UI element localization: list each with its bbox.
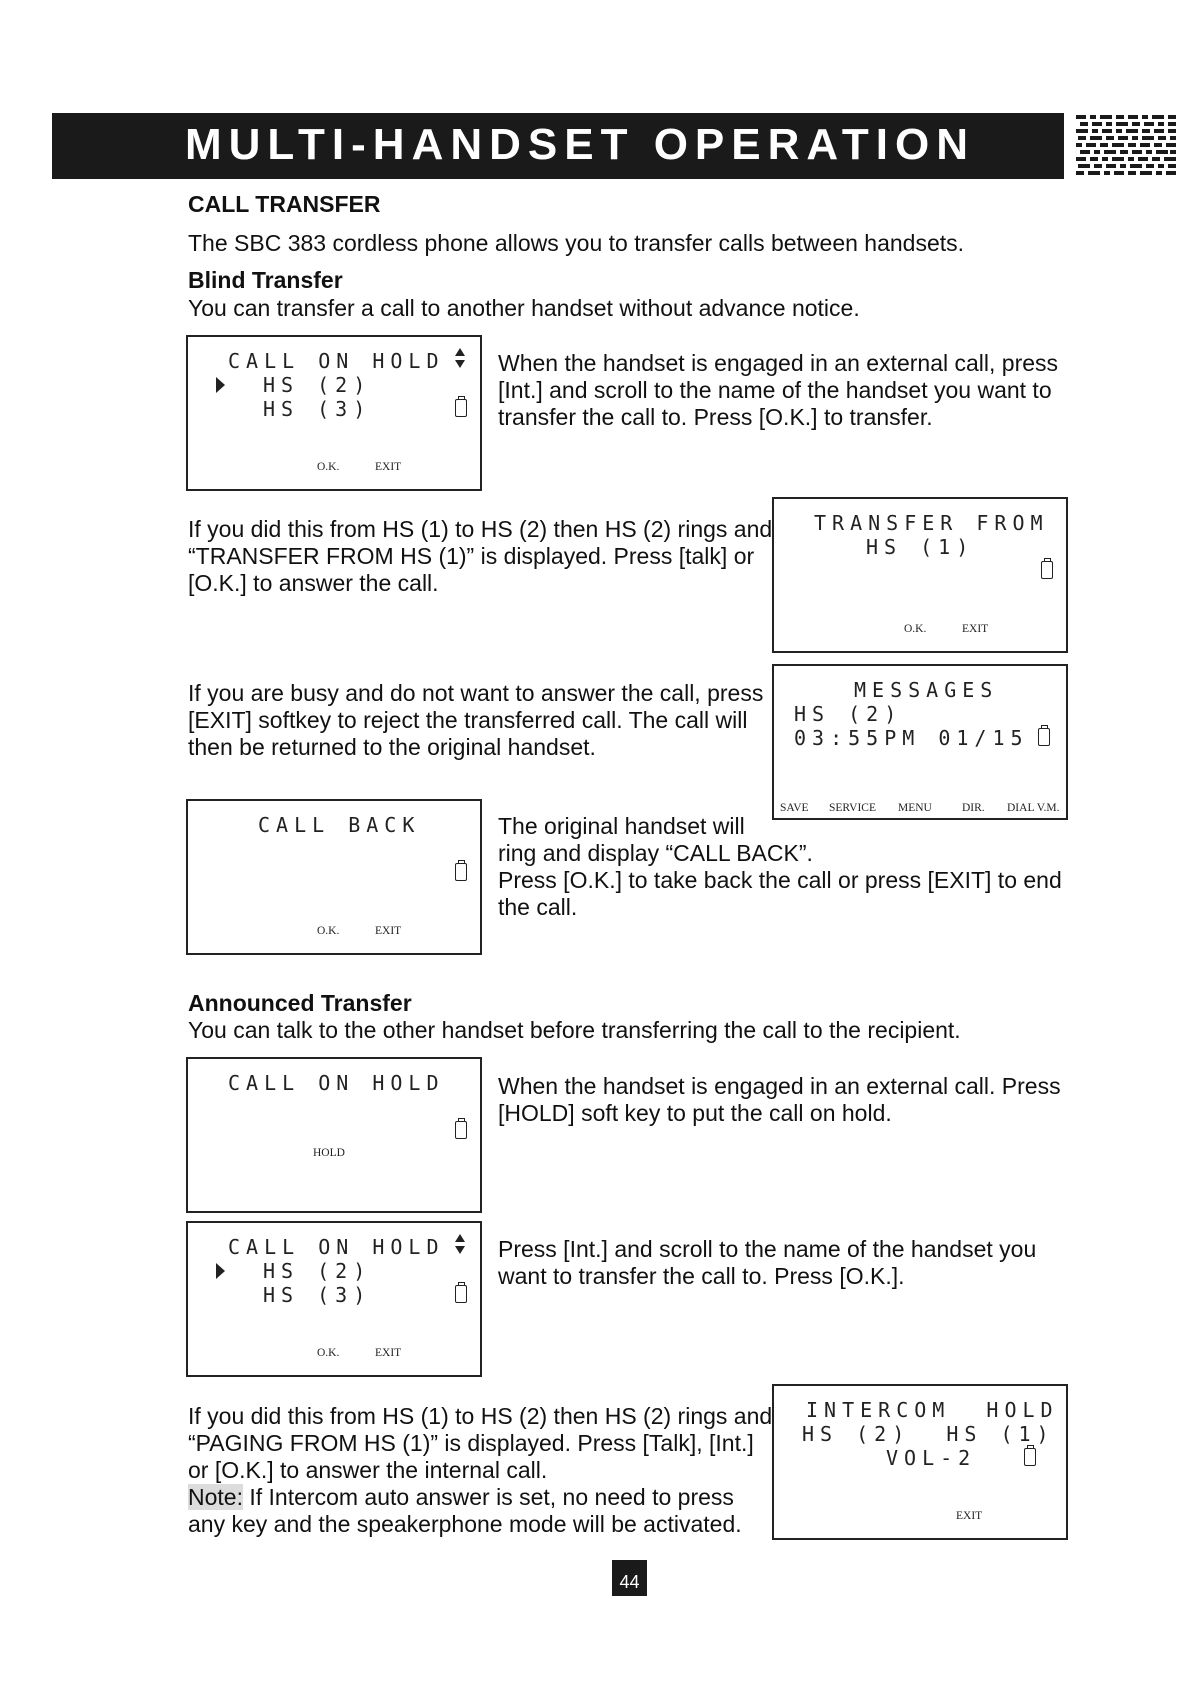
- selection-pointer-icon: [216, 377, 225, 393]
- lcd-line: CALL ON HOLD: [228, 1071, 445, 1095]
- lcd-line: 03:55PM 01/15: [794, 726, 1029, 750]
- selection-pointer-icon: [216, 1263, 225, 1279]
- blind-step4-text: The original handset will ring and display “CALL BACK”. Press [O.K.] to take back the call or press [EXIT] to end the call.: [498, 813, 1062, 920]
- lcd-line: VOL-2: [886, 1446, 977, 1470]
- lcd-line: HS (3): [263, 1283, 372, 1307]
- lcd-call-on-hold-list: [186, 335, 482, 491]
- lcd-line: HS (2): [263, 373, 372, 397]
- header-pattern-icon: [1074, 113, 1178, 179]
- blind-step1-text: When the handset is engaged in an external call, press [Int.] and scroll to the name of the handset you want to transfer the call to. Press [O.K.] to transfer.: [498, 350, 1059, 430]
- blind-step2-text: If you did this from HS (1) to HS (2) then HS (2) rings and “TRANSFER FROM HS (1)” is displayed. Press [talk] or [O.K.] to answer the call.: [188, 516, 773, 596]
- blind-transfer-title: Blind Transfer: [188, 267, 343, 293]
- softkey-exit[interactable]: EXIT: [375, 1347, 402, 1359]
- softkey-save[interactable]: SAVE: [780, 802, 809, 814]
- softkey-exit[interactable]: EXIT: [962, 623, 989, 635]
- announced-step2-text: Press [Int.] and scroll to the name of the handset you want to transfer the call to. Press [O.K.].: [498, 1236, 1037, 1289]
- battery-icon: [455, 863, 467, 881]
- battery-icon: [455, 399, 467, 417]
- lcd-call-on-hold-list-2: [186, 1221, 482, 1377]
- scroll-updown-icon: [454, 347, 466, 369]
- lcd-line: MESSAGES: [854, 678, 999, 702]
- softkey-ok[interactable]: O.K.: [904, 623, 927, 635]
- softkey-menu[interactable]: MENU: [898, 802, 932, 814]
- announced-transfer-title: Announced Transfer: [188, 990, 412, 1016]
- lcd-line: CALL ON HOLD: [228, 1235, 445, 1259]
- softkey-dir[interactable]: DIR.: [962, 802, 985, 814]
- softkey-dial-vm[interactable]: DIAL V.M.: [1007, 802, 1060, 814]
- blind-transfer-subtitle: You can transfer a call to another handset without advance notice.: [188, 295, 860, 321]
- section-title: CALL TRANSFER: [188, 191, 381, 217]
- battery-icon: [1038, 728, 1050, 746]
- softkey-exit[interactable]: EXIT: [375, 925, 402, 937]
- lcd-line: HS (2): [263, 1259, 372, 1283]
- softkey-exit[interactable]: EXIT: [956, 1510, 983, 1522]
- page-number: 44: [612, 1560, 647, 1596]
- blind-step3-text: If you are busy and do not want to answer the call, press [EXIT] softkey to reject the transferred call. The call will then be returned to the original handset.: [188, 680, 764, 760]
- announced-step1-text: When the handset is engaged in an external call. Press [HOLD] soft key to put the call on hold.: [498, 1073, 1061, 1126]
- scroll-updown-icon: [454, 1233, 466, 1255]
- lcd-intercom-hold: [772, 1384, 1068, 1540]
- battery-icon: [1024, 1448, 1036, 1466]
- lcd-line: HS (3): [263, 397, 372, 421]
- announced-step3-text: If you did this from HS (1) to HS (2) then HS (2) rings and “PAGING FROM HS (1)” is displayed. Press [Talk], [Int.] or [O.K.] to answer the internal call. Note: If Intercom auto answer is set, no need to press any key and the speakerphone mode will be activated.: [188, 1403, 773, 1537]
- lcd-line: HS (2): [794, 702, 903, 726]
- lcd-line: TRANSFER FROM: [814, 511, 1049, 535]
- lcd-transfer-from: [772, 497, 1068, 653]
- battery-icon: [455, 1121, 467, 1139]
- battery-icon: [1041, 561, 1053, 579]
- softkey-hold[interactable]: HOLD: [313, 1147, 345, 1159]
- section-intro: The SBC 383 cordless phone allows you to transfer calls between handsets.: [188, 230, 965, 256]
- page-title: MULTI-HANDSET OPERATION: [185, 120, 975, 169]
- softkey-service[interactable]: SERVICE: [829, 802, 876, 814]
- softkey-ok[interactable]: O.K.: [317, 925, 340, 937]
- softkey-ok[interactable]: O.K.: [317, 461, 340, 473]
- note-label: Note:: [188, 1484, 243, 1510]
- note: Note: If Intercom auto answer is set, no need to press: [188, 1484, 734, 1510]
- lcd-call-back: [186, 799, 482, 955]
- lcd-line: HS (2) HS (1): [802, 1422, 1055, 1446]
- battery-icon: [455, 1285, 467, 1303]
- lcd-call-on-hold: [186, 1057, 482, 1213]
- softkey-exit[interactable]: EXIT: [375, 461, 402, 473]
- announced-transfer-subtitle: You can talk to the other handset before transferring the call to the recipient.: [188, 1017, 961, 1043]
- lcd-messages: [772, 664, 1068, 820]
- lcd-line: INTERCOM HOLD: [806, 1398, 1059, 1422]
- lcd-line: HS (1): [866, 535, 975, 559]
- lcd-line: CALL BACK: [258, 813, 421, 837]
- lcd-line: CALL ON HOLD: [228, 349, 445, 373]
- softkey-ok[interactable]: O.K.: [317, 1347, 340, 1359]
